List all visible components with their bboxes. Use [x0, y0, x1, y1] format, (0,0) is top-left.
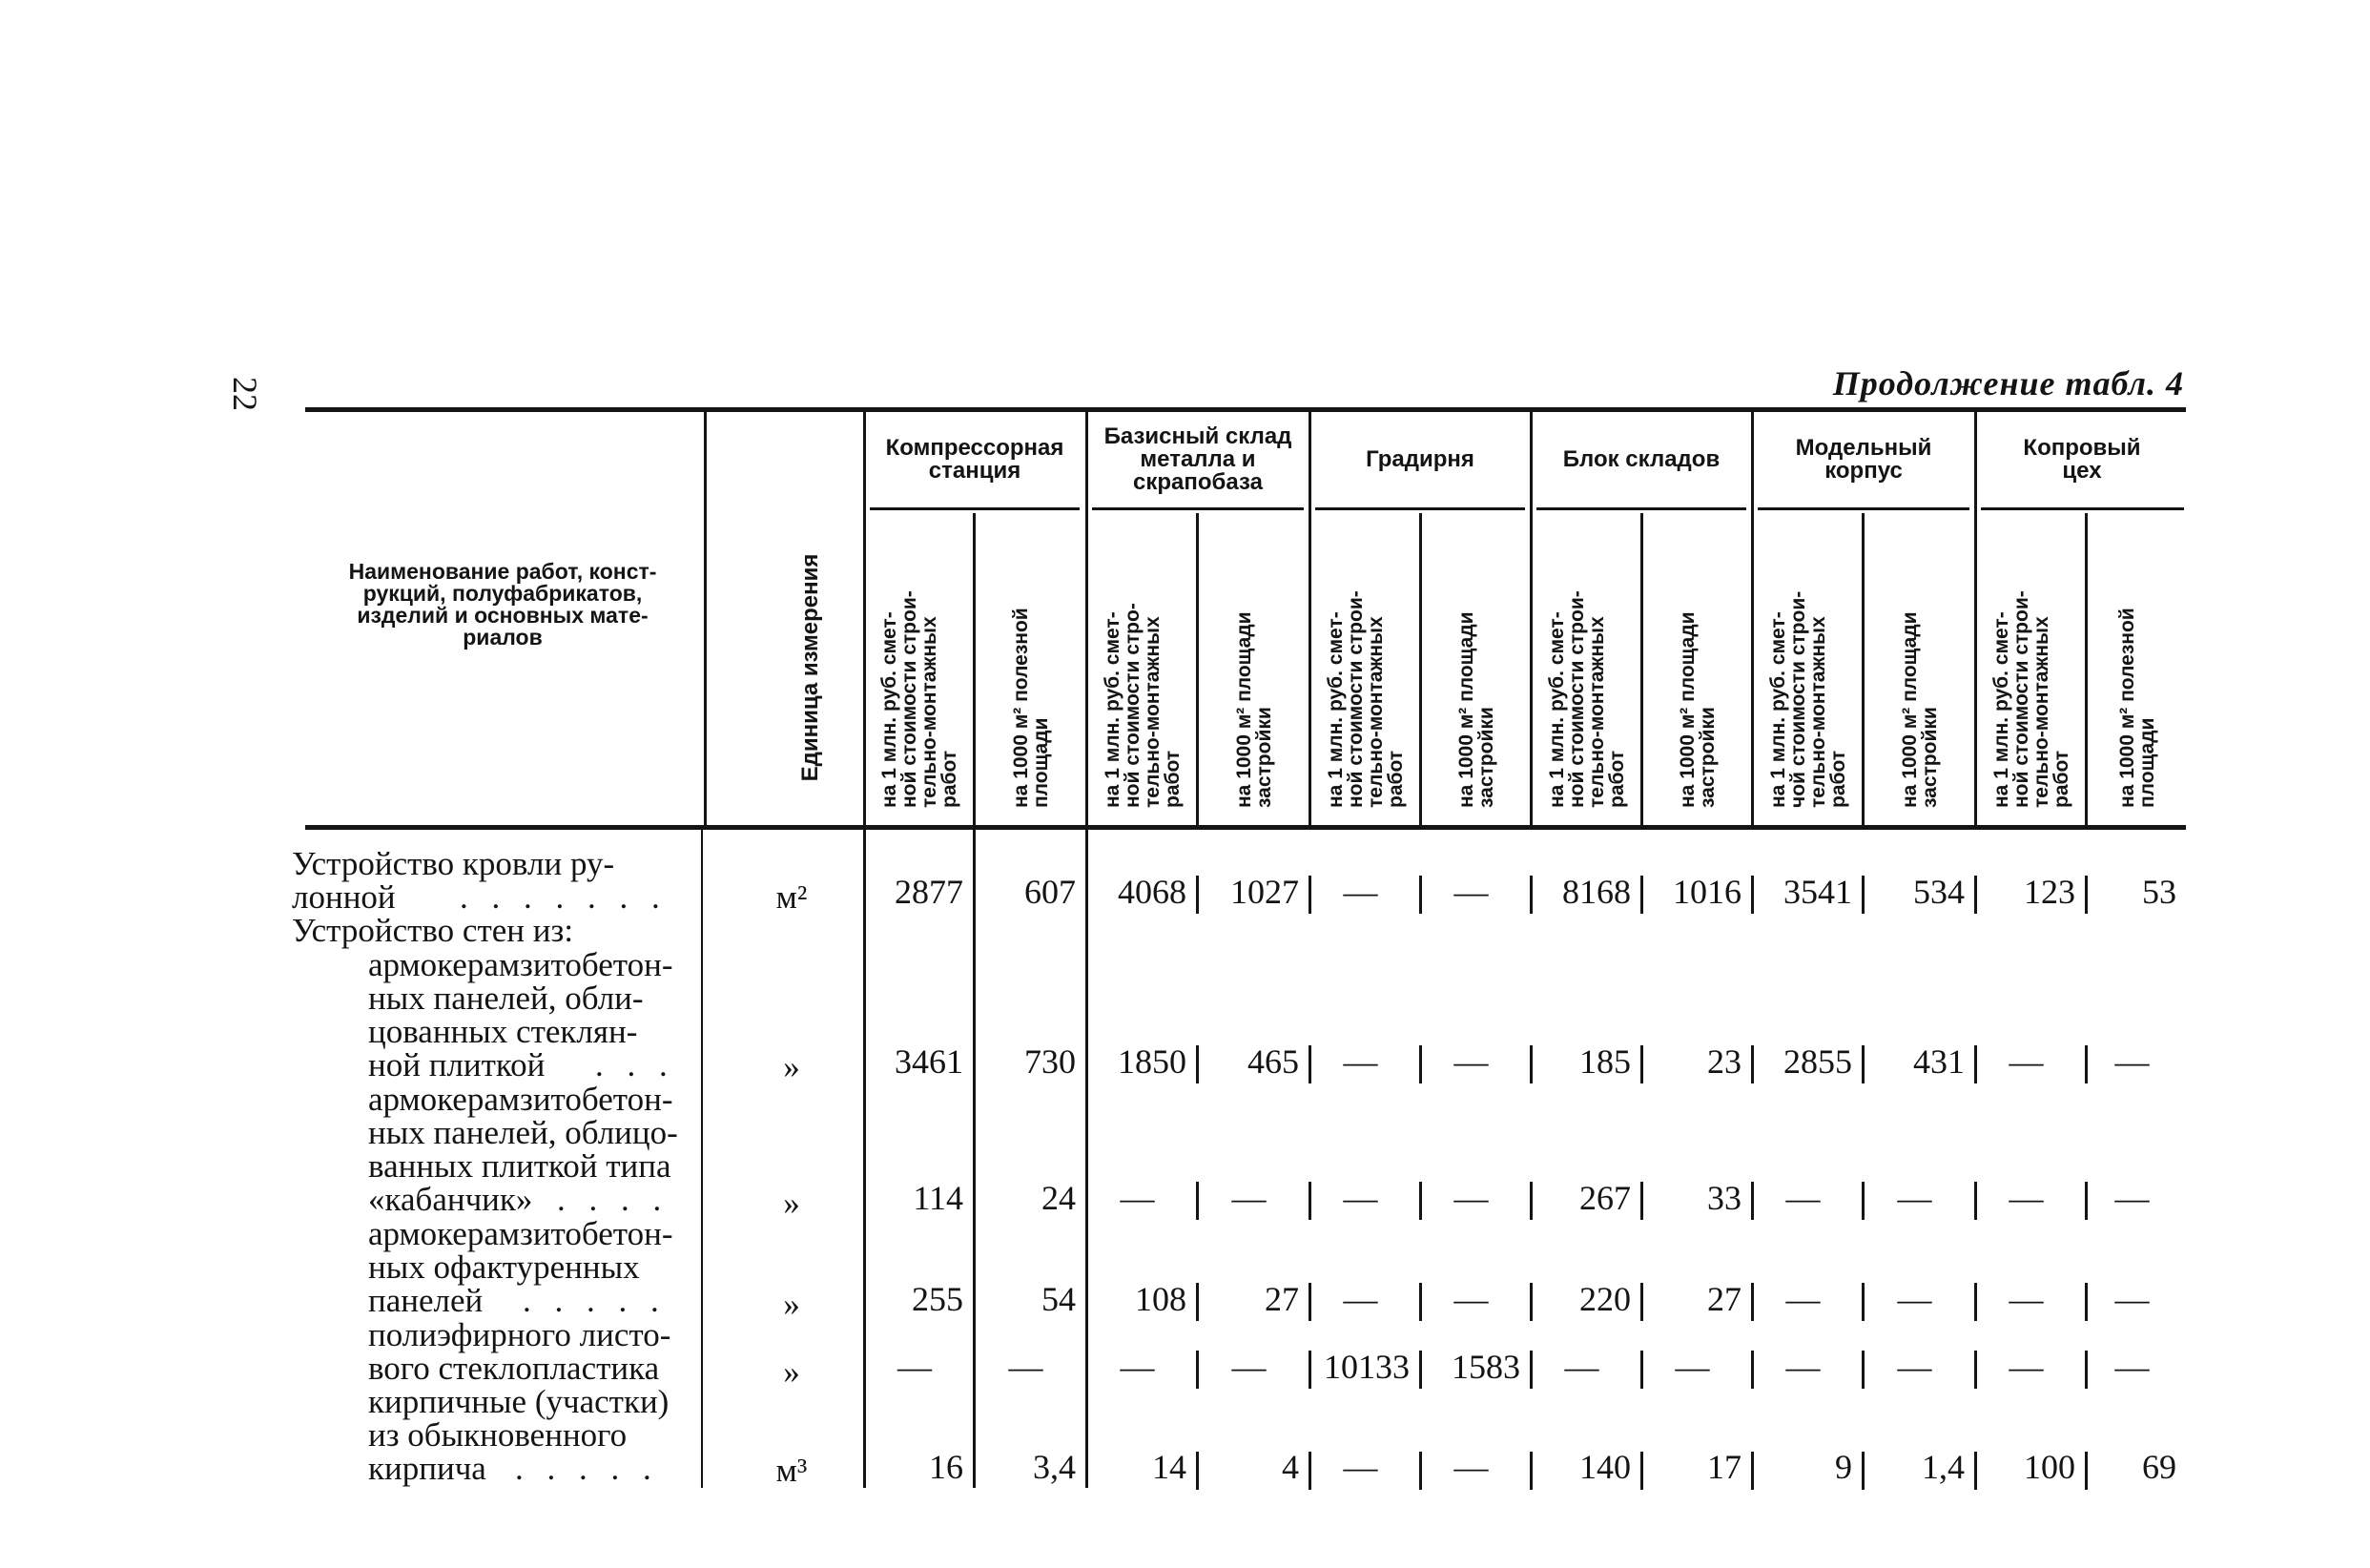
body-divider-segment [1640, 1045, 1643, 1083]
body-divider-segment [1530, 1182, 1533, 1220]
group-underline [870, 507, 1080, 510]
table-cell: 123 [2024, 873, 2075, 911]
table-cell: 2855 [1783, 1042, 1852, 1081]
table-cell: 255 [912, 1280, 963, 1318]
page-number: 22 [226, 377, 264, 411]
subheader-per-area: на 1000 м² площади застройки [1232, 611, 1275, 808]
body-divider-segment [1862, 1351, 1865, 1389]
table-cell: — [1453, 1179, 1489, 1217]
group-label: Градирня [1366, 446, 1474, 472]
table-cell: 431 [1913, 1042, 1965, 1081]
body-divider-segment [1309, 876, 1311, 914]
group-label: Базисный склад металла и скрапобаза [1103, 423, 1292, 495]
subheader-per-area: на 1000 м² полезной площади [2115, 608, 2158, 808]
body-divider-segment [1309, 1351, 1311, 1389]
body-divider-segment [1419, 1182, 1422, 1220]
body-divider-segment [2085, 876, 2088, 914]
body-divider-segment [1862, 1283, 1865, 1321]
table-cell: — [2114, 1348, 2150, 1386]
table-cell: 465 [1247, 1042, 1299, 1081]
table-cell: — [1897, 1179, 1932, 1217]
table-cell: — [1343, 1042, 1378, 1081]
table-cell: 54 [1041, 1280, 1076, 1318]
body-divider-segment [1640, 876, 1643, 914]
body-divider-segment [2085, 1045, 2088, 1083]
table-cell: — [2114, 1179, 2150, 1217]
table-cell: — [1453, 1280, 1489, 1318]
row-label: армокерамзитобетон- [368, 1215, 673, 1252]
table-cell: 23 [1707, 1042, 1741, 1081]
table-cell: 140 [1579, 1448, 1631, 1486]
row-label: ванных плиткой типа [368, 1147, 671, 1185]
row-unit: » [783, 1185, 800, 1222]
group-label: Блок складов [1562, 446, 1721, 472]
table-top-rule [305, 407, 2186, 412]
body-divider-segment [1419, 1351, 1422, 1389]
table-cell: 3,4 [1033, 1448, 1076, 1486]
table-cell: 3461 [895, 1042, 963, 1081]
body-divider-segment [1530, 876, 1533, 914]
body-divider-segment [2085, 1351, 2088, 1389]
table-cell: 53 [2142, 873, 2176, 911]
subheader-per-area: на 1000 м² площади застройки [1898, 611, 1941, 808]
table-cell: — [1343, 1448, 1378, 1486]
group-underline [1536, 507, 1746, 510]
row-label: цованных стеклян- [368, 1013, 638, 1050]
subheader-per-million: на 1 млн. руб. смет- чой стоимости строи- тельно-монтажных работ [1766, 590, 1849, 808]
table-cell: 100 [2024, 1448, 2075, 1486]
body-divider-segment [1196, 1045, 1199, 1083]
table-cell: 24 [1041, 1179, 1076, 1217]
row-unit: » [783, 1286, 800, 1323]
body-divider [973, 830, 976, 1488]
subheader-per-million: на 1 млн. руб. смет- ной стоимости строи- тельно-монтажных работ [878, 590, 960, 808]
body-divider-segment [1862, 1182, 1865, 1220]
table-cell: — [1897, 1280, 1932, 1318]
body-divider-segment [2085, 1283, 2088, 1321]
header-name-column: Наименование работ, конст- рукций, полуфабрикатов, изделий и основных мате- риалов [348, 559, 657, 650]
body-divider-segment [1751, 1045, 1754, 1083]
table-cell: — [1008, 1348, 1043, 1386]
table-cell: — [1343, 1179, 1378, 1217]
subheader-per-area: на 1000 м² площади застройки [1676, 611, 1719, 808]
table-cell: — [1453, 1042, 1489, 1081]
table-cell: — [1564, 1348, 1599, 1386]
body-divider-segment [1751, 1283, 1754, 1321]
table-cell: — [1785, 1280, 1821, 1318]
body-divider-segment [1196, 1182, 1199, 1220]
table-cell: — [2114, 1042, 2150, 1081]
body-divider [701, 830, 703, 1488]
body-divider-segment [1751, 1351, 1754, 1389]
row-label: лонной [292, 878, 396, 916]
table-cell: — [1897, 1348, 1932, 1386]
row-label: панелей [368, 1282, 484, 1319]
body-divider [863, 830, 866, 1488]
body-divider-segment [1419, 1045, 1422, 1083]
body-divider-segment [1974, 1351, 1977, 1389]
table-cell: 108 [1135, 1280, 1186, 1318]
leader-dots: . . . . [557, 1181, 670, 1218]
body-divider-segment [1419, 876, 1422, 914]
row-unit: » [783, 1353, 800, 1391]
group-label: Модельный корпус [1795, 435, 1932, 484]
row-unit: » [783, 1048, 800, 1085]
body-divider-segment [1862, 1045, 1865, 1083]
body-divider-segment [1309, 1045, 1311, 1083]
table-cell: 267 [1579, 1179, 1631, 1217]
table-cell: 27 [1265, 1280, 1299, 1318]
body-divider-segment [1530, 1283, 1533, 1321]
table-cell: 1850 [1118, 1042, 1186, 1081]
body-divider-segment [1309, 1452, 1311, 1490]
body-divider-segment [1196, 1351, 1199, 1389]
group-label: Компрессорная станция [885, 435, 1064, 484]
table-cell: — [1343, 1280, 1378, 1318]
body-divider-segment [1751, 1452, 1754, 1490]
table-cell: 4068 [1118, 873, 1186, 911]
subheader-per-million: на 1 млн. руб. смет- ной стоимости строи- тельно-монтажных работ [1545, 590, 1628, 808]
table-cell: 8168 [1562, 873, 1631, 911]
table-cell: — [897, 1348, 932, 1386]
table-cell: — [1120, 1348, 1155, 1386]
body-divider-segment [1530, 1452, 1533, 1490]
body-divider-segment [1862, 876, 1865, 914]
leader-dots: . . . . . [523, 1282, 667, 1319]
table-cell: 9 [1835, 1448, 1852, 1486]
table-cell: — [2009, 1179, 2044, 1217]
table-cell: 1,4 [1922, 1448, 1965, 1486]
table-cell: — [2009, 1348, 2044, 1386]
body-divider-segment [1640, 1182, 1643, 1220]
leader-dots: . . . . . [515, 1450, 659, 1487]
table-cell: — [1785, 1179, 1821, 1217]
body-divider [1085, 830, 1088, 1488]
body-divider-segment [1974, 1283, 1977, 1321]
row-label: вого стеклопластика [368, 1350, 660, 1387]
body-divider-segment [1862, 1452, 1865, 1490]
body-divider-segment [1309, 1182, 1311, 1220]
body-divider-segment [1530, 1045, 1533, 1083]
row-label: кирпича [368, 1450, 486, 1487]
row-label: ных панелей, обли- [368, 980, 644, 1017]
group-label: Копровый цех [2023, 435, 2141, 484]
body-divider-segment [1196, 1452, 1199, 1490]
table-cell: 220 [1579, 1280, 1631, 1318]
row-unit: м³ [775, 1452, 808, 1489]
table-cell: — [1120, 1179, 1155, 1217]
header-divider [704, 412, 707, 825]
body-divider-segment [1196, 876, 1199, 914]
table-cell: 10133 [1324, 1348, 1410, 1386]
leader-dots: . . . [595, 1046, 675, 1083]
table-cell: — [2114, 1280, 2150, 1318]
body-divider-segment [2085, 1452, 2088, 1490]
body-divider-segment [1751, 876, 1754, 914]
table-cell: — [1343, 873, 1378, 911]
table-cell: 4 [1282, 1448, 1299, 1486]
table-cell: 17 [1707, 1448, 1741, 1486]
table-cell: 69 [2142, 1448, 2176, 1486]
body-divider-segment [2085, 1182, 2088, 1220]
row-label: из обыкновенного [368, 1416, 628, 1454]
body-divider-segment [1309, 1283, 1311, 1321]
body-divider-segment [1419, 1452, 1422, 1490]
body-divider-segment [1530, 1351, 1533, 1389]
row-label: армокерамзитобетон- [368, 1081, 673, 1118]
table-cell: 607 [1024, 873, 1076, 911]
leader-dots: . . . . . . . [460, 878, 668, 916]
row-label: кирпичные (участки) [368, 1383, 670, 1420]
body-divider-segment [1640, 1351, 1643, 1389]
table-cell: 16 [929, 1448, 963, 1486]
table-cell: 1583 [1452, 1348, 1520, 1386]
table-cell: — [1453, 873, 1489, 911]
subheader-per-area: на 1000 м² площади застройки [1454, 611, 1497, 808]
body-divider-segment [1974, 876, 1977, 914]
table-cell: 2877 [895, 873, 963, 911]
row-label: ной плиткой [368, 1046, 546, 1083]
body-divider-segment [1974, 1452, 1977, 1490]
table-cell: — [1453, 1448, 1489, 1486]
row-label: полиэфирного листо- [368, 1316, 671, 1353]
row-label: «кабанчик» [368, 1181, 533, 1218]
table-cell: — [1785, 1348, 1821, 1386]
table-cell: — [2009, 1280, 2044, 1318]
table-cell: 14 [1152, 1448, 1186, 1486]
row-label: Устройство стен из: [292, 912, 574, 949]
body-divider-segment [1974, 1045, 1977, 1083]
table-cell: 730 [1024, 1042, 1076, 1081]
row-unit: м² [775, 878, 808, 916]
table-cell: 1027 [1230, 873, 1299, 911]
table-cell: 3541 [1783, 873, 1852, 911]
group-underline [1981, 507, 2184, 510]
group-underline [1315, 507, 1525, 510]
table-cell: 33 [1707, 1179, 1741, 1217]
group-underline [1092, 507, 1304, 510]
body-divider-segment [1640, 1452, 1643, 1490]
subheader-per-million: на 1 млн. руб. смет- ной стоимости строи- тельно-монтажных работ [1324, 590, 1407, 808]
row-label: ных офактуренных [368, 1248, 640, 1286]
table-caption: Продолжение табл. 4 [1832, 364, 2184, 402]
row-label: Устройство кровли ру- [292, 845, 615, 882]
subheader-per-area: на 1000 м² полезной площади [1009, 608, 1052, 808]
subheader-per-million: на 1 млн. руб. смет- ной стоимости строи- тельно-монтажных работ [1989, 590, 2072, 808]
body-divider-segment [1419, 1283, 1422, 1321]
table-cell: 534 [1913, 873, 1965, 911]
table-header-rule [305, 825, 2186, 830]
table-cell: 1016 [1673, 873, 1741, 911]
body-divider-segment [1196, 1283, 1199, 1321]
group-underline [1758, 507, 1969, 510]
table-cell: — [2009, 1042, 2044, 1081]
row-label: ных панелей, облицо- [368, 1114, 678, 1151]
table-cell: — [1675, 1348, 1710, 1386]
table-cell: 114 [913, 1179, 963, 1217]
subheader-per-million: на 1 млн. руб. смет- ной стоимости стро- тельно-монтажных работ [1101, 603, 1184, 808]
body-divider-segment [1751, 1182, 1754, 1220]
table-cell: 27 [1707, 1280, 1741, 1318]
body-divider-segment [1640, 1283, 1643, 1321]
table-cell: — [1231, 1348, 1267, 1386]
row-label: армокерамзитобетон- [368, 946, 673, 983]
table-cell: — [1231, 1179, 1267, 1217]
body-divider-segment [1974, 1182, 1977, 1220]
table-cell: 185 [1579, 1042, 1631, 1081]
header-unit-column: Единица измерения [797, 553, 823, 782]
